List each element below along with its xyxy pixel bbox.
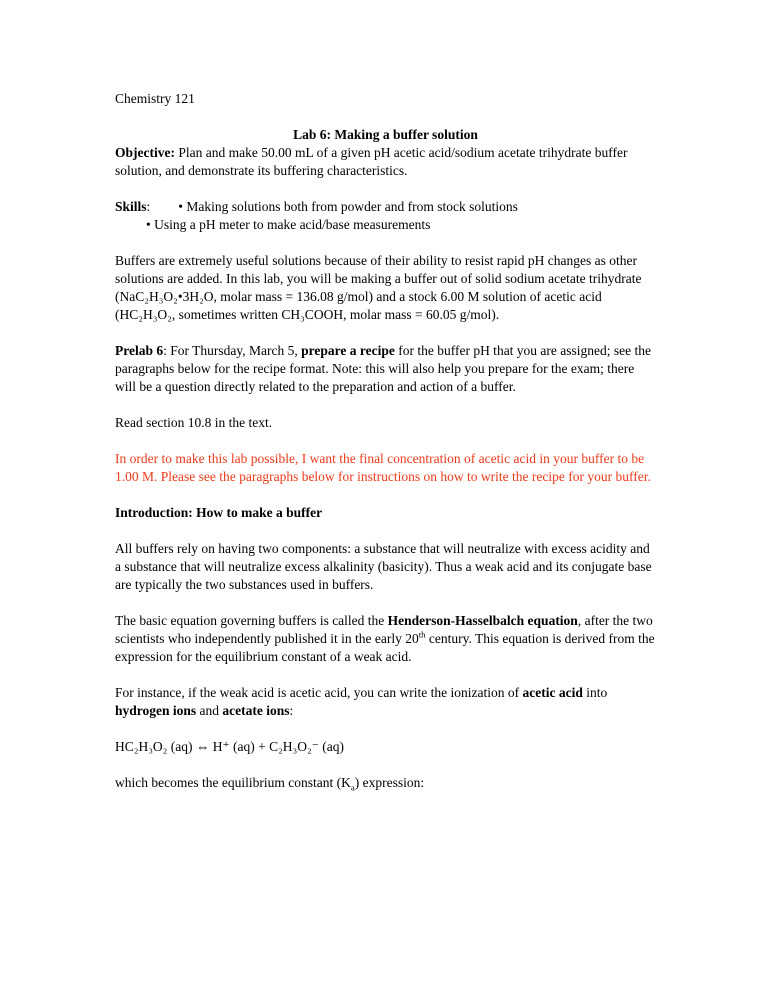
hh-text-2: , after the two scientists who independently published it in the early 20 — [115, 613, 653, 646]
skills-paragraph — [115, 198, 656, 234]
prelab-text-2: for the buffer pH that you are assigned; see the paragraphs below for the recipe format. Note: this will also help you prepare for the exam; there will be a question directly related to the preparation and action of a buffer. — [115, 343, 652, 394]
ka-expression-paragraph — [115, 774, 656, 792]
course-heading: Chemistry 121 — [115, 91, 195, 106]
ionization-bold-acetate-ions: acetate ions — [222, 703, 290, 718]
prelab-bold-recipe: prepare a recipe — [301, 343, 395, 358]
ionization-text-3: and — [196, 703, 223, 718]
objective-text: Plan and make 50.00 mL of a given pH acetic acid/sodium acetate trihydrate buffer solution, and demonstrate its buffering characteristics. — [115, 145, 628, 178]
components-paragraph: All buffers rely on having two components: a substance that will neutralize with excess acidity and a substance that will neutralize excess alkalinity (basicity). Thus a weak acid and its conjugate base are typically the two substances used in buffers. — [115, 541, 652, 592]
prelab-label: Prelab 6 — [115, 343, 164, 358]
skills-colon: : — [146, 199, 151, 214]
skills-label: Skills — [115, 199, 147, 214]
hh-bold-equation-name: Henderson-Hasselbalch equation — [387, 613, 578, 628]
henderson-hasselbalch-paragraph — [115, 612, 656, 666]
ionization-paragraph — [115, 684, 656, 720]
objective-paragraph — [115, 144, 656, 180]
prelab-paragraph — [115, 342, 656, 396]
lab-title: Lab 6: Making a buffer solution — [293, 127, 478, 142]
chemical-equation: HC₂H₃O₂ (aq) ⇔ H⁺ (aq) + C₂H₃O₂⁻ (aq) — [115, 739, 344, 754]
red-note-paragraph: In order to make this lab possible, I want the final concentration of acetic acid in your buffer to be 1.00 M. Please see the paragraphs below for instructions on how to write the recipe for your buffer. — [115, 451, 651, 484]
hh-superscript-th: th — [418, 629, 426, 640]
read-section-paragraph: Read section 10.8 in the text. — [115, 415, 273, 430]
ionization-bold-acetic-acid: acetic acid — [522, 685, 583, 700]
ionization-text-2: into — [582, 685, 608, 700]
buffers-intro-paragraph: Buffers are extremely useful solutions because of their ability to resist rapid pH changes as other solutions are added. In this lab, you will be making a buffer out of solid sodium acetate trihydrate (NaC₂H₃O₂•3H₂O, molar mass = 136.08 g/mol) and a stock 6.00 M solution of acetic acid (HC₂H₃O₂, sometimes written CH₃COOH, molar mass = 60.05 g/mol). — [115, 253, 642, 322]
introduction-heading: Introduction: How to make a buffer — [115, 505, 323, 520]
ka-subscript-a: a — [350, 782, 355, 793]
ka-text-1: which becomes the equilibrium constant (K — [115, 775, 351, 790]
ionization-bold-hydrogen-ions: hydrogen ions — [115, 703, 197, 718]
hh-text-1: The basic equation governing buffers is called the — [115, 613, 388, 628]
ionization-text-4: : — [289, 703, 294, 718]
prelab-text-1: : For Thursday, March 5, — [163, 343, 302, 358]
skills-bullet-1: • Making solutions both from powder and from stock solutions — [178, 199, 518, 214]
ionization-text-1: For instance, if the weak acid is acetic acid, you can write the ionization of — [115, 685, 523, 700]
hh-text-3: century. This equation is derived from the expression for the equilibrium constant of a weak acid. — [115, 631, 655, 664]
ka-text-2: ) expression: — [354, 775, 425, 790]
skills-bullet-2: • Using a pH meter to make acid/base measurements — [146, 217, 431, 232]
objective-label: Objective: — [115, 145, 175, 160]
document-content — [115, 90, 656, 792]
